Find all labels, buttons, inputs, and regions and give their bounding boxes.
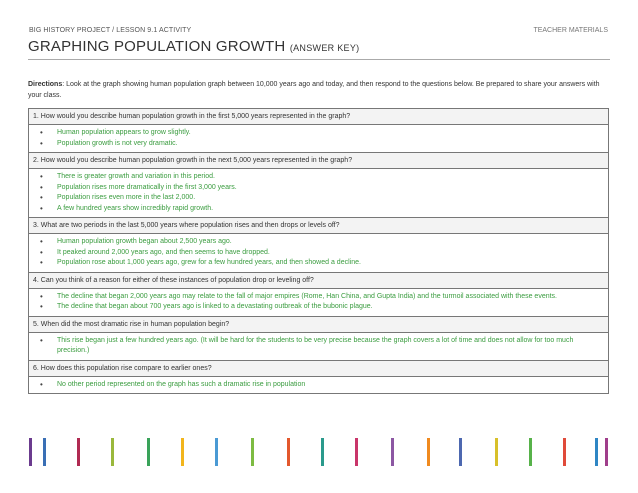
project-label: BIG HISTORY PROJECT / LESSON 9.1 ACTIVITY <box>29 27 192 34</box>
footer-color-bar <box>77 438 80 466</box>
footer-color-bar <box>563 438 566 466</box>
answer-list <box>33 380 604 391</box>
footer-color-bars <box>29 438 609 466</box>
footer-color-bar <box>529 438 532 466</box>
qa-table <box>28 108 609 394</box>
answer-item: • A few hundred years show incredibly rapid growth. <box>37 204 604 215</box>
question-row <box>29 272 609 288</box>
answer-cell <box>29 125 609 153</box>
answer-list <box>33 128 604 149</box>
title-text: GRAPHING POPULATION GROWTH <box>28 38 286 55</box>
question-text: 2. How would you describe human population growth in the next 5,000 years represented in the graph? <box>29 153 609 169</box>
title-subtitle: (ANSWER KEY) <box>289 43 360 53</box>
answer-item: • The decline that began about 700 years ago is linked to a devastating outbreak of the bubonic plague. <box>37 302 604 313</box>
answer-item: • Human population growth began about 2,500 years ago. <box>37 237 604 248</box>
answer-row <box>29 332 609 360</box>
footer-color-bar <box>355 438 358 466</box>
footer-color-bar <box>215 438 218 466</box>
answer-item: • Population rose about 1,000 years ago, grew for a few hundred years, and then showed a decline. <box>37 258 604 269</box>
answer-list <box>33 292 604 313</box>
question-text: 3. What are two periods in the last 5,000 years where population rises and then drops or levels off? <box>29 218 609 234</box>
question-row <box>29 360 609 376</box>
directions-label: Directions <box>28 81 63 88</box>
question-row <box>29 153 609 169</box>
answer-item: • There is greater growth and variation in this period. <box>37 172 604 183</box>
answer-list <box>33 172 604 214</box>
answer-row <box>29 376 609 394</box>
directions-paragraph <box>28 79 603 101</box>
answer-item: • It peaked around 2,000 years ago, and then seems to have dropped. <box>37 248 604 259</box>
question-row <box>29 109 609 125</box>
answer-cell <box>29 169 609 218</box>
footer-color-bar <box>321 438 324 466</box>
answer-item: • No other period represented on the graph has such a dramatic rise in population <box>37 380 604 391</box>
footer-color-bar <box>29 438 32 466</box>
answer-row <box>29 169 609 218</box>
footer-color-bar <box>391 438 394 466</box>
teacher-materials-label: TEACHER MATERIALS <box>533 27 608 34</box>
answer-row <box>29 125 609 153</box>
answer-item: • Human population appears to grow slightly. <box>37 128 604 139</box>
answer-item: • The decline that began 2,000 years ago may relate to the fall of major empires (Rome, Han China, and Gupta India) and the turmoil associated with these events. <box>37 292 604 303</box>
question-row <box>29 218 609 234</box>
answer-cell <box>29 332 609 360</box>
answer-item: • This rise began just a few hundred years ago. (It will be hard for the students to be very precise because the graph covers a lot of time and does not allow for too much precision.) <box>37 336 604 357</box>
footer-color-bar <box>147 438 150 466</box>
question-text: 1. How would you describe human population growth in the first 5,000 years represented in the graph? <box>29 109 609 125</box>
question-text: 5. When did the most dramatic rise in human population begin? <box>29 316 609 332</box>
page-title <box>28 38 359 55</box>
footer-color-bar <box>111 438 114 466</box>
footer-color-bar <box>181 438 184 466</box>
answer-item: • Population growth is not very dramatic. <box>37 139 604 150</box>
footer-color-bar <box>459 438 462 466</box>
answer-item: • Population rises even more in the last 2,000. <box>37 193 604 204</box>
footer-color-bar <box>427 438 430 466</box>
footer-color-bar <box>287 438 290 466</box>
answer-list <box>33 237 604 269</box>
footer-color-bar <box>595 438 598 466</box>
answer-cell <box>29 288 609 316</box>
answer-list <box>33 336 604 357</box>
directions-text: : Look at the graph showing human population graph between 10,000 years ago and today, and then respond to the questions below. Be prepared to share your answers with your class. <box>28 81 600 99</box>
footer-color-bar <box>605 438 608 466</box>
answer-row <box>29 234 609 273</box>
answer-item: • Population rises more dramatically in the first 3,000 years. <box>37 183 604 194</box>
footer-color-bar <box>495 438 498 466</box>
question-text: 4. Can you think of a reason for either of these instances of population drop or leveling off? <box>29 272 609 288</box>
question-row <box>29 316 609 332</box>
answer-cell <box>29 234 609 273</box>
question-text: 6. How does this population rise compare to earlier ones? <box>29 360 609 376</box>
answer-row <box>29 288 609 316</box>
header-divider <box>28 59 610 60</box>
footer-color-bar <box>251 438 254 466</box>
footer-color-bar <box>43 438 46 466</box>
answer-cell <box>29 376 609 394</box>
